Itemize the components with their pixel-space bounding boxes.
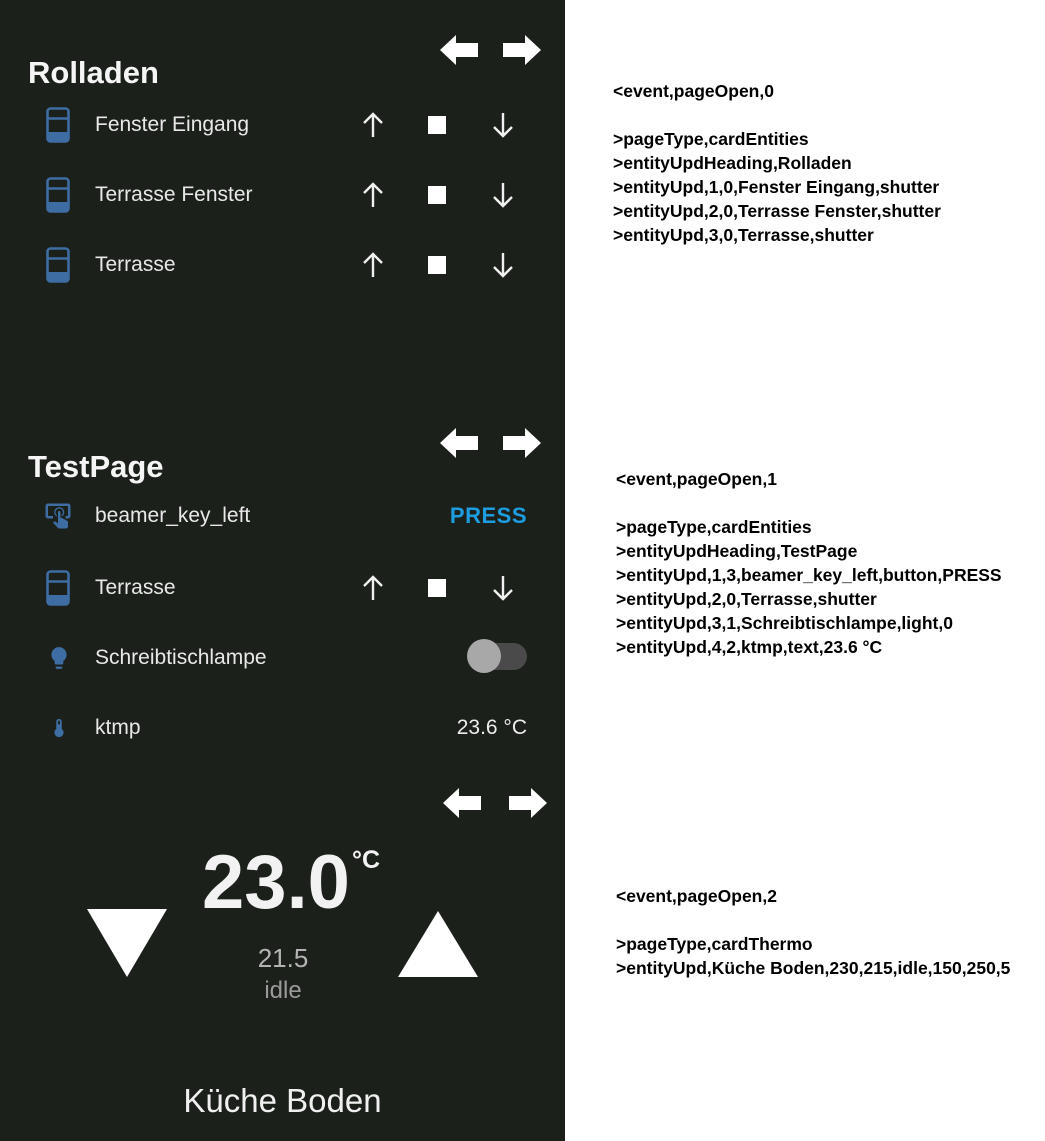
shutter-stop-button[interactable] bbox=[424, 109, 450, 141]
entity-name: Schreibtischlampe bbox=[95, 646, 267, 669]
protocol-line bbox=[613, 103, 941, 127]
temp-up-button[interactable] bbox=[398, 911, 478, 977]
shutter-up-button[interactable] bbox=[360, 572, 386, 604]
entity-row bbox=[0, 634, 565, 682]
protocol-line: >entityUpd,1,0,Fenster Eingang,shutter bbox=[613, 177, 940, 197]
entity-name: Terrasse bbox=[95, 576, 176, 599]
shutter-stop-button[interactable] bbox=[424, 179, 450, 211]
arrow-left-icon[interactable] bbox=[440, 427, 478, 459]
target-temperature: 21.5 bbox=[257, 943, 309, 973]
temperature-unit: °C bbox=[352, 846, 381, 874]
shutter-down-button[interactable] bbox=[490, 179, 516, 211]
entity-name: ktmp bbox=[95, 716, 141, 739]
shutter-down-button[interactable] bbox=[490, 109, 516, 141]
entity-name: Fenster Eingang bbox=[95, 113, 250, 136]
shutter-icon bbox=[46, 177, 70, 213]
shutter-up-button[interactable] bbox=[360, 249, 386, 281]
press-button[interactable]: PRESS bbox=[449, 503, 527, 528]
protocol-line: >entityUpd,2,0,Terrasse Fenster,shutter bbox=[613, 201, 941, 221]
shutter-up-button[interactable] bbox=[360, 179, 386, 211]
annotation-block-pageopen-2 bbox=[616, 884, 1010, 980]
entity-name: Terrasse Fenster bbox=[95, 183, 253, 206]
protocol-line: >entityUpd,3,0,Terrasse,shutter bbox=[613, 225, 874, 245]
protocol-line: >pageType,cardEntities bbox=[616, 517, 812, 537]
shutter-down-button[interactable] bbox=[490, 249, 516, 281]
protocol-line: >pageType,cardEntities bbox=[613, 129, 809, 149]
page-title: TestPage bbox=[28, 448, 164, 484]
shutter-down-button[interactable] bbox=[490, 572, 516, 604]
stop-square-icon bbox=[428, 256, 446, 274]
shutter-up-button[interactable] bbox=[360, 109, 386, 141]
thermostat-state: idle bbox=[264, 977, 302, 1004]
light-toggle[interactable] bbox=[467, 639, 527, 673]
entity-row bbox=[0, 101, 565, 149]
annotation-block-pageopen-1 bbox=[616, 467, 1002, 659]
protocol-line: >entityUpd,3,1,Schreibtischlampe,light,0 bbox=[616, 613, 953, 633]
entity-value: 23.6 °C bbox=[456, 716, 527, 739]
stop-square-icon bbox=[428, 579, 446, 597]
annotation-block-pageopen-0 bbox=[613, 79, 941, 247]
toggle-knob bbox=[467, 639, 501, 673]
protocol-line: >entityUpdHeading,TestPage bbox=[616, 541, 858, 561]
entity-name: beamer_key_left bbox=[95, 504, 251, 527]
entity-row bbox=[0, 492, 565, 540]
current-temperature: 23.0 bbox=[202, 840, 350, 925]
shutter-icon bbox=[46, 107, 70, 143]
thermometer-icon bbox=[48, 712, 70, 744]
card-rolladen bbox=[0, 0, 565, 400]
stop-square-icon bbox=[428, 116, 446, 134]
protocol-line: >entityUpd,1,3,beamer_key_left,button,PRESS bbox=[616, 565, 1002, 585]
protocol-line: >entityUpdHeading,Rolladen bbox=[613, 153, 852, 173]
entity-row bbox=[0, 704, 565, 752]
shutter-icon bbox=[46, 570, 70, 606]
shutter-stop-button[interactable] bbox=[424, 572, 450, 604]
protocol-line: >pageType,cardThermo bbox=[616, 934, 813, 954]
card-testpage bbox=[0, 400, 565, 780]
protocol-line: >entityUpd,Küche Boden,230,215,idle,150,250,5 bbox=[616, 958, 1011, 978]
lightbulb-icon bbox=[46, 642, 72, 674]
stop-square-icon bbox=[428, 186, 446, 204]
shutter-icon bbox=[46, 247, 70, 283]
protocol-line: >entityUpd,4,2,ktmp,text,23.6 °C bbox=[616, 637, 883, 657]
arrow-right-icon[interactable] bbox=[509, 787, 547, 819]
card-thermo bbox=[0, 780, 565, 1141]
entity-row bbox=[0, 171, 565, 219]
entity-row bbox=[0, 564, 565, 612]
protocol-line bbox=[616, 908, 1010, 932]
gesture-tap-button-icon bbox=[43, 500, 73, 532]
temp-down-button[interactable] bbox=[87, 909, 167, 977]
thermostat-title: Küche Boden bbox=[183, 1082, 382, 1119]
page-title: Rolladen bbox=[28, 54, 159, 90]
protocol-line: >entityUpd,2,0,Terrasse,shutter bbox=[616, 589, 877, 609]
arrow-right-icon[interactable] bbox=[503, 427, 541, 459]
arrow-left-icon[interactable] bbox=[440, 34, 478, 66]
entity-name: Terrasse bbox=[95, 253, 176, 276]
shutter-stop-button[interactable] bbox=[424, 249, 450, 281]
arrow-left-icon[interactable] bbox=[443, 787, 481, 819]
protocol-line: <event,pageOpen,0 bbox=[613, 81, 774, 101]
arrow-right-icon[interactable] bbox=[503, 34, 541, 66]
protocol-line: <event,pageOpen,1 bbox=[616, 469, 777, 489]
protocol-line: <event,pageOpen,2 bbox=[616, 886, 777, 906]
protocol-line bbox=[616, 491, 1002, 515]
entity-row bbox=[0, 241, 565, 289]
